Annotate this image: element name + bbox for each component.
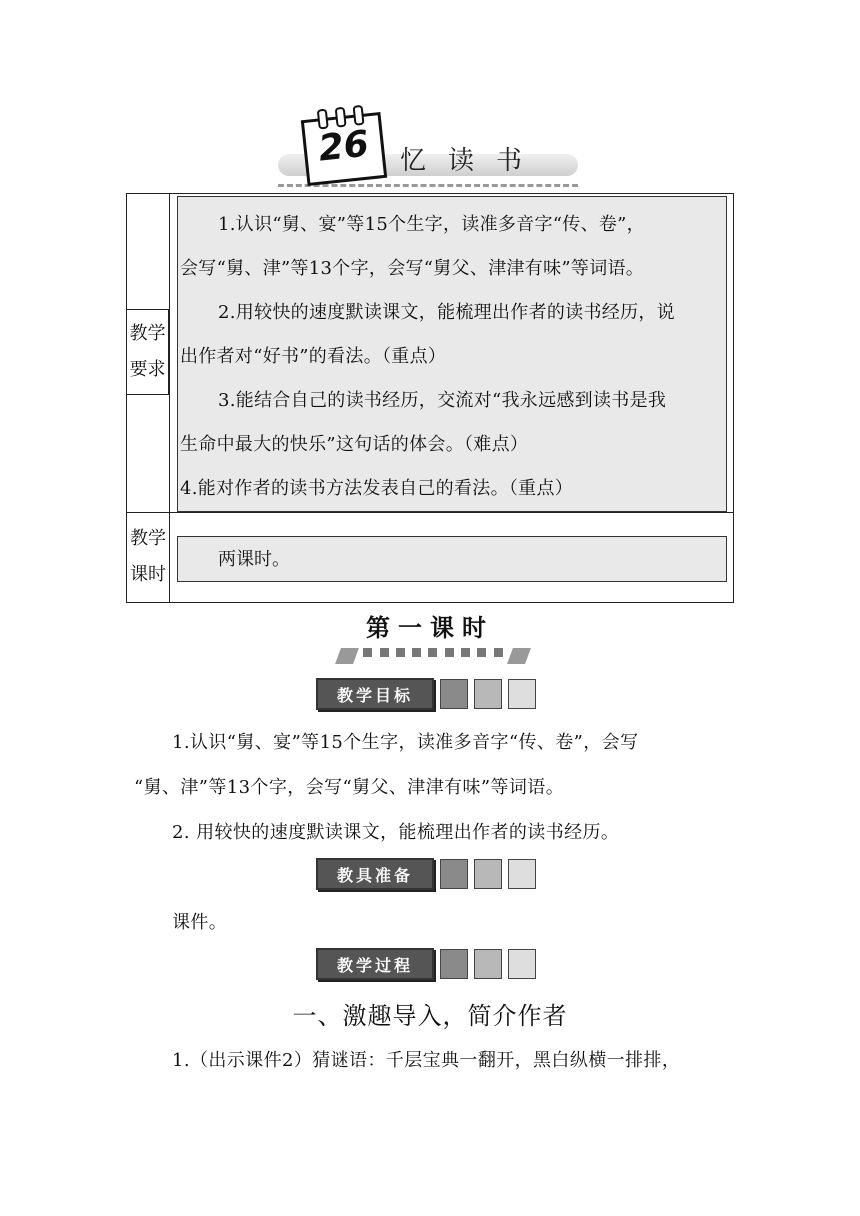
goal-line-1-cont: “舅、津”等13个字，会写“舅父、津津有味”等词语。: [134, 777, 565, 798]
requirement-line: 2.用较快的速度默读课文，能梳理出作者的读书经历，说: [218, 302, 675, 323]
requirement-line: 生命中最大的快乐”这句话的体会。（难点）: [180, 434, 529, 455]
header-dashed-line: [278, 184, 578, 187]
requirement-line: 会写“舅、津”等13个字，会写“舅父、津津有味”等词语。: [180, 258, 645, 279]
requirement-line: 1.认识“舅、宴”等15个生字，读准多音字“传、卷”，: [218, 214, 645, 235]
calendar-icon: [301, 112, 387, 186]
requirement-line: 3.能结合自己的读书经历，交流对“我永远感到读书是我: [218, 390, 667, 411]
section-title: 第一课时: [366, 614, 494, 642]
section-heading: [310, 606, 550, 666]
lesson-title: 忆读书: [400, 146, 545, 176]
lesson-header: [270, 110, 590, 192]
goal-line-2: 2. 用较快的速度默读课文，能梳理出作者的读书经历。: [172, 822, 620, 843]
goal-line-1: 1.认识“舅、宴”等15个生字，读准多音字“传、卷”，会写: [172, 732, 639, 753]
table-divider-vertical: [169, 194, 170, 602]
process-paragraph-1: 1.（出示课件2）猜谜语：千层宝典一翻开，黑白纵横一排排，: [172, 1050, 681, 1071]
requirement-line: 4.能对作者的读书方法发表自己的看法。（重点）: [180, 478, 574, 499]
time-label: 教学 课时: [130, 528, 166, 585]
tools-text: 课件。: [172, 912, 228, 933]
time-content: 两课时。: [177, 536, 727, 582]
process-badge: 教学过程: [316, 948, 536, 980]
section-dots-decoration: [338, 648, 528, 658]
tools-badge: 教具准备: [316, 858, 536, 890]
lesson-number: 26: [316, 123, 371, 170]
goals-badge: 教学目标: [316, 678, 536, 710]
requirement-line: 出作者对“好书”的看法。（重点）: [180, 346, 447, 367]
requirements-label: 教学 要求: [127, 309, 169, 395]
requirements-content: [177, 196, 727, 512]
table-divider-horizontal: [127, 512, 733, 513]
step-title: 一、激趣导入，简介作者: [292, 1002, 568, 1030]
requirements-table: [126, 193, 734, 603]
